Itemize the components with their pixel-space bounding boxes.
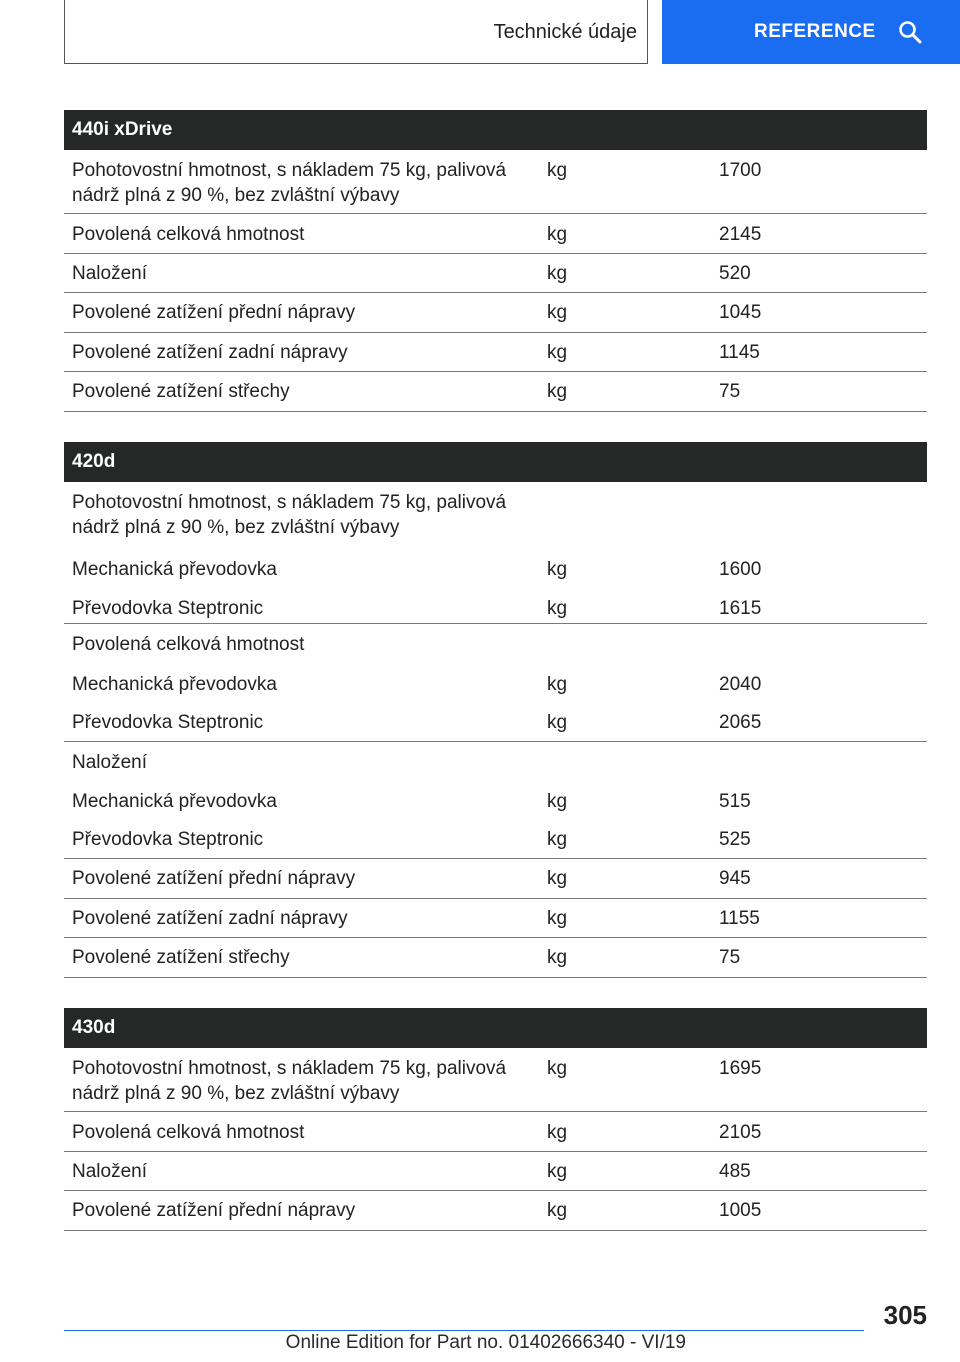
row-value: 2040 xyxy=(719,674,762,695)
table-row xyxy=(64,546,927,585)
footer-divider xyxy=(64,1330,864,1331)
spec-table-440i xyxy=(64,110,927,412)
search-icon[interactable] xyxy=(898,20,922,44)
table-row xyxy=(64,899,927,938)
table-title: 430d xyxy=(64,1008,927,1048)
row-label: Povolené zatížení střechy xyxy=(72,381,290,402)
row-label: Mechanická převodovka xyxy=(72,791,277,812)
row-unit: kg xyxy=(547,908,568,929)
table-row xyxy=(64,585,927,624)
row-value: 75 xyxy=(719,947,741,968)
row-label: Mechanická převodovka xyxy=(72,674,277,695)
row-value: 75 xyxy=(719,381,741,402)
row-unit: kg xyxy=(547,598,568,619)
table-row xyxy=(64,703,927,742)
table-row xyxy=(64,781,927,820)
row-value xyxy=(712,750,927,781)
row-unit: kg xyxy=(547,674,568,695)
table-row xyxy=(64,664,927,703)
table-row xyxy=(64,254,927,293)
table-row xyxy=(64,624,927,664)
row-label: Naložení xyxy=(72,263,147,284)
row-value: 515 xyxy=(719,791,751,812)
row-value: 945 xyxy=(719,868,751,889)
table-row xyxy=(64,333,927,372)
row-value: 1045 xyxy=(719,302,762,323)
row-label: Povolené zatížení střechy xyxy=(72,947,290,968)
table-row xyxy=(64,1191,927,1231)
reference-tab[interactable] xyxy=(662,0,960,64)
row-value: 485 xyxy=(719,1161,751,1182)
row-value: 2065 xyxy=(719,712,762,733)
section-title: Technické údaje xyxy=(493,20,637,43)
table-row xyxy=(64,820,927,859)
table-row xyxy=(64,1112,927,1152)
spec-table-430d xyxy=(64,1008,927,1231)
row-value: 1005 xyxy=(719,1200,762,1221)
table-row xyxy=(64,742,927,781)
table-row xyxy=(64,859,927,899)
row-value: 525 xyxy=(719,829,751,850)
row-label: Převodovka Steptronic xyxy=(72,598,264,619)
row-unit: kg xyxy=(547,1200,568,1221)
row-value xyxy=(712,490,927,546)
row-unit: kg xyxy=(547,559,568,580)
row-label: Povolené zatížení zadní nápravy xyxy=(72,342,348,363)
table-row xyxy=(64,214,927,254)
reference-label: REFERENCE xyxy=(754,21,876,42)
row-unit: kg xyxy=(547,160,568,181)
row-unit xyxy=(540,490,712,546)
row-label: Povolené zatížení přední nápravy xyxy=(72,302,356,323)
row-value: 1145 xyxy=(719,342,760,363)
table-row xyxy=(64,938,927,978)
row-unit: kg xyxy=(547,302,568,323)
table-row xyxy=(64,1152,927,1191)
row-value: 520 xyxy=(719,263,751,284)
row-unit: kg xyxy=(547,342,568,363)
row-label: Pohotovostní hmotnost, s nákladem 75 kg, palivová nádrž plná z 90 %, bez zvláštní výbavy xyxy=(72,160,507,206)
row-unit: kg xyxy=(547,224,568,245)
table-row xyxy=(64,150,927,214)
row-unit xyxy=(540,750,712,781)
row-unit: kg xyxy=(547,712,568,733)
row-label: Pohotovostní hmotnost, s nákladem 75 kg, palivová nádrž plná z 90 %, bez zvláštní výbavy xyxy=(72,492,507,538)
edition-note: Online Edition for Part no. 01402666340 - VI/19 xyxy=(285,1332,686,1353)
row-label: Povolená celková hmotnost xyxy=(72,1122,305,1143)
row-unit: kg xyxy=(547,263,568,284)
row-value: 1600 xyxy=(719,559,762,580)
row-unit: kg xyxy=(547,829,568,850)
row-value: 1155 xyxy=(719,908,760,929)
table-row xyxy=(64,482,927,546)
table-title: 440i xDrive xyxy=(64,110,927,150)
row-label: Převodovka Steptronic xyxy=(72,712,264,733)
table-title: 420d xyxy=(64,442,927,482)
row-unit xyxy=(540,632,712,664)
row-label: Pohotovostní hmotnost, s nákladem 75 kg, palivová nádrž plná z 90 %, bez zvláštní výbavy xyxy=(72,1058,507,1104)
table-row xyxy=(64,1048,927,1112)
row-unit: kg xyxy=(547,1122,568,1143)
row-value: 1615 xyxy=(719,598,762,619)
row-value xyxy=(712,632,927,664)
row-unit: kg xyxy=(547,1161,568,1182)
row-label: Převodovka Steptronic xyxy=(72,829,264,850)
row-unit: kg xyxy=(547,947,568,968)
row-label: Povolená celková hmotnost xyxy=(72,224,305,245)
row-label: Naložení xyxy=(72,752,147,773)
row-label: Povolené zatížení zadní nápravy xyxy=(72,908,348,929)
row-value: 2145 xyxy=(719,224,762,245)
row-unit: kg xyxy=(547,791,568,812)
table-row xyxy=(64,372,927,412)
row-unit: kg xyxy=(547,868,568,889)
row-label: Povolené zatížení přední nápravy xyxy=(72,1200,356,1221)
table-row xyxy=(64,293,927,333)
row-value: 2105 xyxy=(719,1122,762,1143)
row-unit: kg xyxy=(547,1058,568,1079)
row-value: 1695 xyxy=(719,1058,762,1079)
row-label: Povolená celková hmotnost xyxy=(72,634,305,655)
row-label: Naložení xyxy=(72,1161,147,1182)
row-label: Povolené zatížení přední nápravy xyxy=(72,868,356,889)
page-number: 305 xyxy=(883,1300,927,1330)
row-label: Mechanická převodovka xyxy=(72,559,277,580)
spec-table-420d xyxy=(64,442,927,978)
row-unit: kg xyxy=(547,381,568,402)
row-value: 1700 xyxy=(719,160,762,181)
